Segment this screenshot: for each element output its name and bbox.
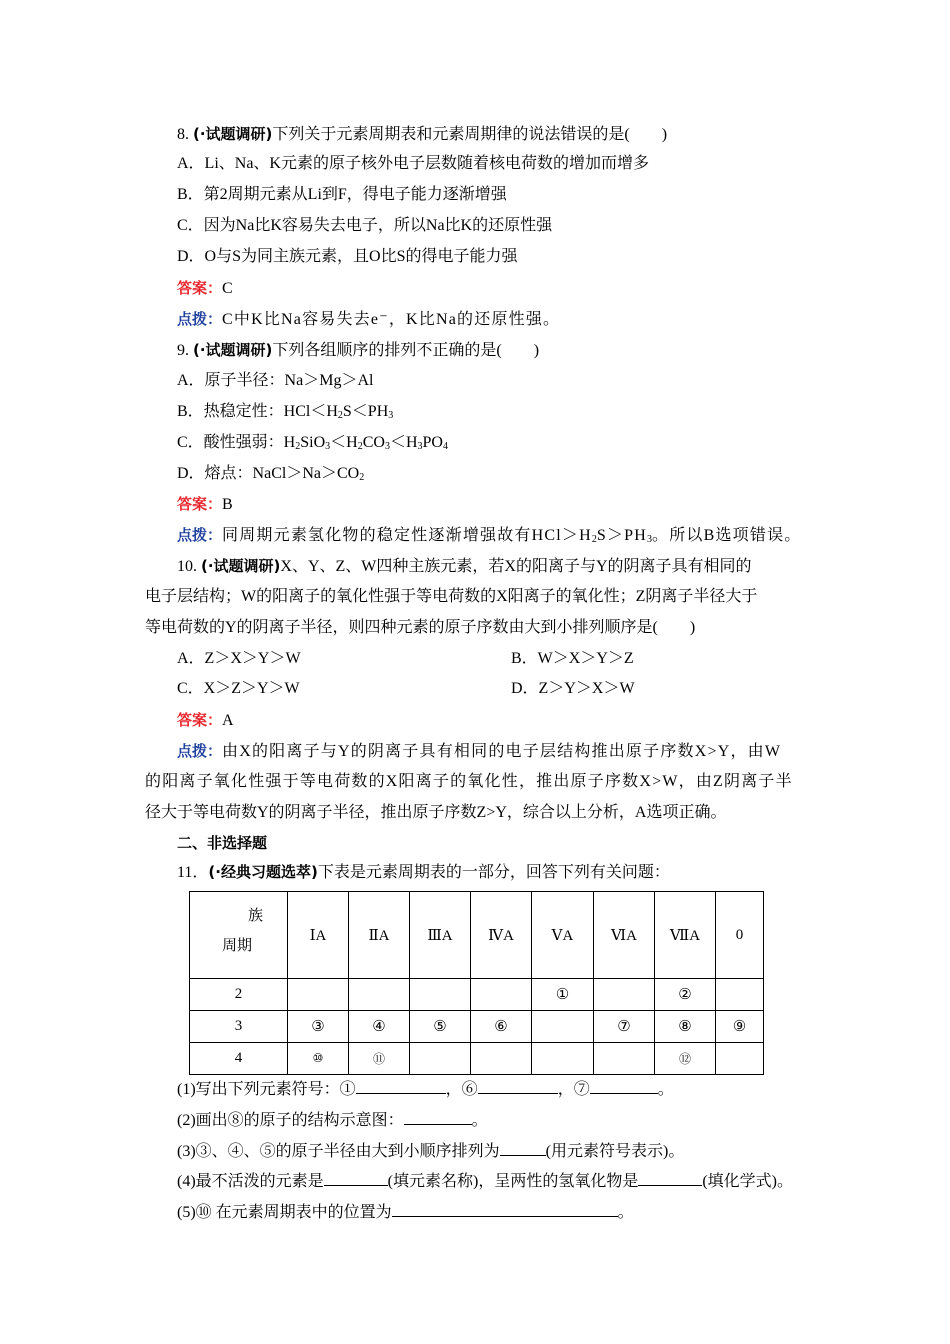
group-header: 0 xyxy=(716,892,764,979)
q11-sub3-text: (用元素符号表示)。 xyxy=(545,1143,685,1160)
q9-option-b xyxy=(177,401,393,427)
q9-source: (·试题调研) xyxy=(193,341,273,359)
q10-answer-line xyxy=(177,709,234,732)
period-cell: 4 xyxy=(190,1043,288,1075)
group-header: ⅠA xyxy=(288,892,349,979)
element-cell xyxy=(594,1043,655,1075)
q9-option-c-text: PO xyxy=(422,434,443,451)
subscript: 3 xyxy=(384,441,390,452)
q10-stem-line1 xyxy=(177,555,752,578)
table-row xyxy=(190,1011,764,1043)
q9-hint-text: 同周期元素氢化物的稳定性逐渐增强故有HCl＞H xyxy=(222,527,592,544)
q10-source: (·试题调研) xyxy=(201,557,281,575)
q9-number: 9. xyxy=(177,342,189,359)
subscript: 3 xyxy=(325,441,331,452)
answer-blank[interactable] xyxy=(324,1169,388,1186)
q10-hint-line1 xyxy=(177,740,781,763)
q9-answer: B xyxy=(222,496,233,513)
q10-answer-label: 答案： xyxy=(177,711,223,729)
q11-sub1 xyxy=(177,1077,674,1101)
q11-stem: 下表是元素周期表的一部分，回答下列有关问题： xyxy=(317,864,670,881)
table-header-row xyxy=(190,892,764,979)
q10-number: 10. xyxy=(177,558,197,575)
period-cell: 2 xyxy=(190,979,288,1011)
subscript: 2 xyxy=(337,410,343,421)
element-cell xyxy=(716,1043,764,1075)
subscript: 2 xyxy=(359,472,365,483)
q9-option-c-text: CO xyxy=(362,434,385,451)
subscript: 2 xyxy=(357,441,363,452)
q8-stem: 下列关于元素周期表和元素周期律的说法错误的是( ) xyxy=(272,126,668,143)
group-header: ⅡA xyxy=(349,892,410,979)
q8-option-b: B．第2周期元素从Li到F，得电子能力逐渐增强 xyxy=(177,186,507,203)
q11-sub2-text: (2)画出⑧的原子的结构示意图： xyxy=(177,1112,404,1129)
element-cell xyxy=(410,979,471,1011)
q11-sub3 xyxy=(177,1139,684,1163)
q9-option-c xyxy=(177,432,448,458)
q8-answer-label: 答案： xyxy=(177,279,223,297)
q9-option-b-text: S＜PH xyxy=(342,403,389,420)
q9-hint-label: 点拨： xyxy=(177,526,223,544)
element-cell: ⑧ xyxy=(655,1011,716,1043)
q8-answer-line xyxy=(177,277,233,300)
answer-blank[interactable] xyxy=(478,1077,558,1094)
element-cell: ⑨ xyxy=(716,1011,764,1043)
element-cell: ⑫ xyxy=(655,1043,716,1075)
q11-sub1-text: ，⑥ xyxy=(445,1081,478,1098)
element-cell: ⑥ xyxy=(471,1011,532,1043)
group-header: ⅣA xyxy=(471,892,532,979)
q8-hint: C中K比Na容易失去e⁻，K比Na的还原性强。 xyxy=(222,311,561,328)
q9-option-d-text: D．熔点：NaCl＞Na＞CO xyxy=(177,465,360,482)
q10-hint-line3: 径大于等电荷数Y的阴离子半径，推出原子序数Z>Y，综合以上分析，A选项正确。 xyxy=(145,804,727,821)
q11-sub1-text: ，⑦ xyxy=(557,1081,590,1098)
q10-answer: A xyxy=(222,712,234,729)
q11-sub4-text: (填化学式)。 xyxy=(702,1173,794,1190)
q11-number: 11． xyxy=(177,864,209,881)
q11-sub2 xyxy=(177,1108,488,1132)
table-row xyxy=(190,1043,764,1075)
answer-blank[interactable] xyxy=(500,1139,546,1156)
subscript: 2 xyxy=(295,441,301,452)
group-header-label: 族 xyxy=(248,908,264,924)
q9-answer-line xyxy=(177,493,233,516)
answer-blank[interactable] xyxy=(356,1077,446,1094)
q9-hint-text: S＞PH xyxy=(596,527,647,544)
element-cell: ⑦ xyxy=(594,1011,655,1043)
answer-blank[interactable] xyxy=(404,1108,472,1125)
q9-answer-label: 答案： xyxy=(177,495,223,513)
q11-source: (·经典习题选萃) xyxy=(208,863,318,881)
answer-blank[interactable] xyxy=(392,1200,618,1217)
q8-number: 8. xyxy=(177,126,189,143)
q10-option-d: D．Z＞Y＞X＞W xyxy=(511,680,635,697)
element-cell xyxy=(532,1043,594,1075)
q10-line1: X、Y、Z、W四种主族元素，若X的阳离子与Y的阴离子具有相同的 xyxy=(280,558,752,575)
q11-sub5-text: (5)⑩ 在元素周期表中的位置为 xyxy=(177,1204,392,1221)
q11-sub4 xyxy=(177,1169,793,1193)
element-cell xyxy=(716,979,764,1011)
q8-option-c: C．因为Na比K容易失去电子，所以Na比K的还原性强 xyxy=(177,217,553,234)
q9-stem-line xyxy=(177,339,539,362)
q10-stem-line3: 等电荷数的Y的阴离子半径，则四种元素的原子序数由大到小排列顺序是( ) xyxy=(145,619,696,636)
element-cell xyxy=(532,1011,594,1043)
q9-option-c-text: SiO xyxy=(300,434,326,451)
period-header-label: 周期 xyxy=(222,938,253,954)
q10-stem-line2: 电子层结构；W的阳离子的氧化性强于等电荷数的X阳离子的氧化性；Z阴离子半径大于 xyxy=(145,588,758,605)
element-cell: ③ xyxy=(288,1011,349,1043)
q9-option-b-text: B．热稳定性：HCl＜H xyxy=(177,403,338,420)
element-cell xyxy=(288,979,349,1011)
q11-sub3-text: (3)③、④、⑤的原子半径由大到小顺序排列为 xyxy=(177,1143,500,1160)
table-row xyxy=(190,979,764,1011)
q11-sub2-text: 。 xyxy=(471,1112,488,1129)
q11-sub4-text: (4)最不活泼的元素是 xyxy=(177,1173,324,1190)
q9-stem: 下列各组顺序的排列不正确的是( ) xyxy=(272,342,540,359)
q10-hint-line2: 的阳离子氧化性强于等电荷数的X阳离子的氧化性，推出原子序数X>W，由Z阴离子半 xyxy=(145,773,793,790)
element-cell: ⑩ xyxy=(288,1043,349,1075)
section-title: 二、非选择题 xyxy=(177,834,268,852)
q9-option-d xyxy=(177,463,364,489)
group-header: ⅥA xyxy=(594,892,655,979)
element-cell xyxy=(471,1043,532,1075)
subscript: 3 xyxy=(647,534,652,545)
q10-option-c: C．X＞Z＞Y＞W xyxy=(177,680,300,697)
q10-hint-label: 点拨： xyxy=(177,742,223,760)
element-cell: ① xyxy=(532,979,594,1011)
q9-option-c-text: ＜H xyxy=(330,434,358,451)
q11-sub5-text: 。 xyxy=(617,1204,634,1221)
subscript: 2 xyxy=(591,534,597,545)
q8-option-d: D．O与S为同主族元素，且O比S的得电子能力强 xyxy=(177,248,518,265)
element-cell xyxy=(410,1043,471,1075)
group-header: ⅤA xyxy=(532,892,594,979)
element-cell xyxy=(471,979,532,1011)
q8-stem-line xyxy=(177,123,667,146)
q9-option-a: A．原子半径：Na＞Mg＞Al xyxy=(177,372,374,389)
q9-option-c-text: ＜H xyxy=(389,434,418,451)
q10-option-b: B．W＞X＞Y＞Z xyxy=(511,650,634,667)
q8-option-a: A．Li、Na、K元素的原子核外电子层数随着核电荷数的增加而增多 xyxy=(177,155,649,172)
q9-hint-text: 。所以B选项错误。 xyxy=(652,527,802,544)
group-header: ⅢA xyxy=(410,892,471,979)
element-cell: ④ xyxy=(349,1011,410,1043)
answer-blank[interactable] xyxy=(638,1169,702,1186)
q11-sub1-text: 。 xyxy=(657,1081,674,1098)
element-cell: ② xyxy=(655,979,716,1011)
group-header: ⅦA xyxy=(655,892,716,979)
table-corner-cell xyxy=(190,892,288,979)
element-cell xyxy=(594,979,655,1011)
q11-sub5 xyxy=(177,1200,634,1224)
q10-option-a: A．Z＞X＞Y＞W xyxy=(177,650,301,667)
q8-source: (·试题调研) xyxy=(193,125,273,143)
period-cell: 3 xyxy=(190,1011,288,1043)
q8-hint-line xyxy=(177,308,560,331)
q9-hint-line xyxy=(177,524,801,551)
answer-blank[interactable] xyxy=(590,1077,658,1094)
q10-hint-line1-text: 由X的阳离子与Y的阴离子具有相同的电子层结构推出原子序数X>Y，由W xyxy=(222,743,782,760)
subscript: 3 xyxy=(417,441,423,452)
q11-sub4-text: (填元素名称)，呈两性的氢氧化物是 xyxy=(387,1173,639,1190)
q8-hint-label: 点拨： xyxy=(177,310,223,328)
q9-option-c-text: C．酸性强弱：H xyxy=(177,434,296,451)
periodic-table xyxy=(189,891,764,1075)
element-cell: ⑤ xyxy=(410,1011,471,1043)
element-cell xyxy=(349,979,410,1011)
q8-answer: C xyxy=(222,280,233,297)
element-cell: ⑪ xyxy=(349,1043,410,1075)
subscript: 3 xyxy=(388,410,394,421)
q11-stem-line xyxy=(177,861,670,884)
q11-sub1-text: (1)写出下列元素符号：① xyxy=(177,1081,356,1098)
subscript: 4 xyxy=(442,441,448,452)
